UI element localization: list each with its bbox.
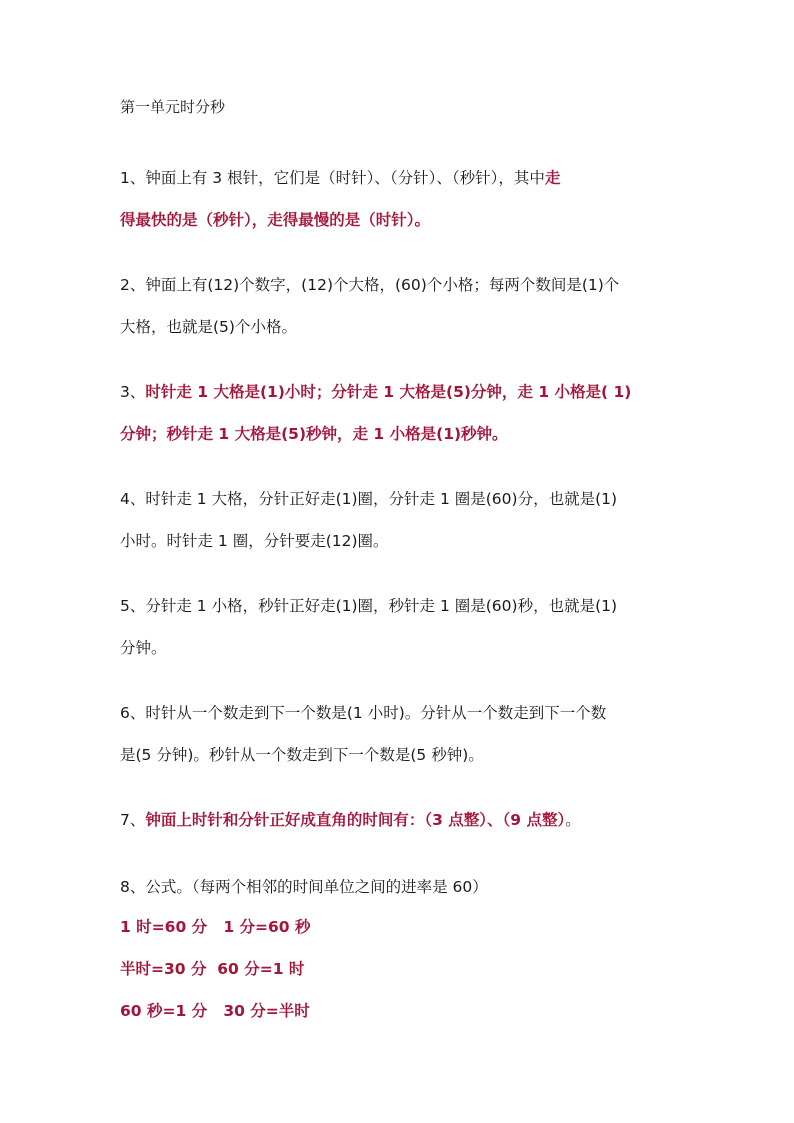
paragraph-4 [120,478,685,562]
paragraph-7-line-1: 7、钟面上时针和分针正好成直角的时间有：（3 点整）、（9 点整）。 [120,811,581,829]
paragraph-3-line-1: 3、时针走 1 大格是(1)小时；分针走 1 大格是(5)分钟，走 1 小格是( 1) [120,383,632,401]
paragraph-1-line-2: 得最快的是（秒针），走得最慢的是（时针）。 [120,211,431,229]
paragraph-4-line-1: 4、时针走 1 大格，分针正好走(1)圈，分针走 1 圈是(60)分，也就是(1) [120,490,618,508]
formula-line-2: 半时=30 分 60 分=1 时 [120,960,305,978]
paragraph-5 [120,585,685,669]
paragraph-6-line-2: 是(5 分钟)。秒针从一个数走到下一个数是(5 秒钟)。 [120,746,484,764]
paragraph-8 [120,866,685,908]
paragraph-7 [120,799,685,841]
paragraph-4-line-2: 小时。时针走 1 圈，分针要走(12)圈。 [120,532,389,550]
paragraph-2-line-1: 2、钟面上有(12)个数字，(12)个大格，(60)个小格；每两个数间是(1)个 [120,276,620,294]
paragraph-5-line-1: 5、分针走 1 小格，秒针正好走(1)圈，秒针走 1 圈是(60)秒，也就是(1) [120,597,618,615]
formula-line-1: 1 时=60 分 1 分=60 秒 [120,918,311,936]
paragraph-2 [120,264,685,348]
formula-line-3: 60 秒=1 分 30 分=半时 [120,1002,310,1020]
paragraph-5-line-2: 分钟。 [120,639,167,657]
paragraph-1-line-1: 1、钟面上有 3 根针，它们是（时针）、（分针）、（秒针），其中走 [120,169,561,187]
paragraph-6-line-1: 6、时针从一个数走到下一个数是(1 小时)。分针从一个数走到下一个数 [120,704,607,722]
paragraph-3-line-2: 分钟；秒针走 1 大格是(5)秒钟，走 1 小格是(1)秒钟。 [120,425,508,443]
paragraph-8-line-1: 8、公式。（每两个相邻的时间单位之间的进率是 60） [120,878,488,896]
paragraph-2-line-2: 大格，也就是(5)个小格。 [120,318,297,336]
document-title: 第一单元时分秒 [120,98,226,116]
paragraph-1 [120,157,685,241]
paragraph-6 [120,692,685,776]
paragraph-3 [120,371,685,455]
